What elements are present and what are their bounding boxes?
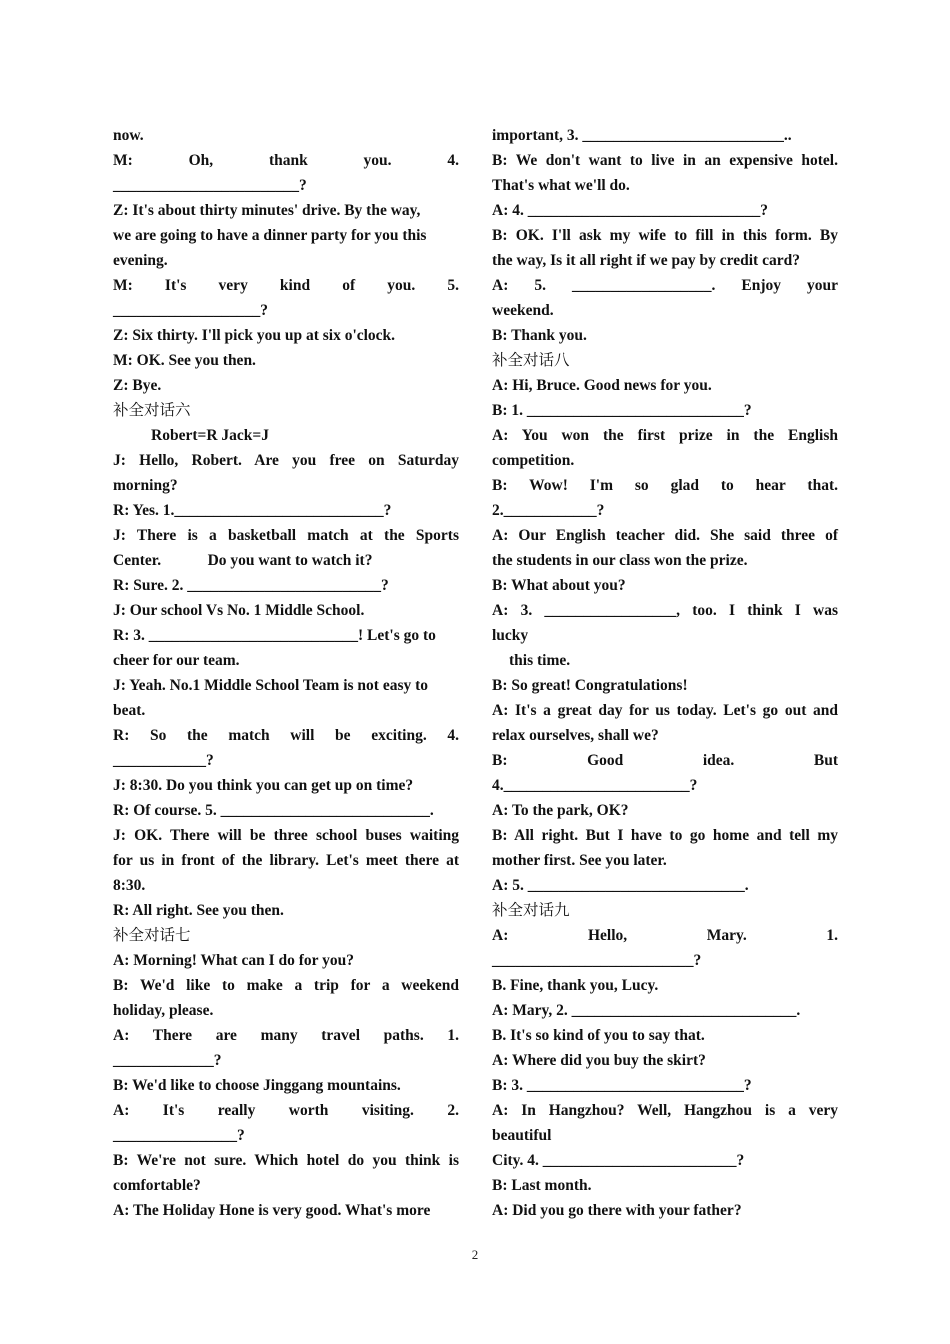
text-line: evening. [113,252,168,269]
text-line: Z: Six thirty. I'll pick you up at six o'clock. [113,327,396,344]
text-line: weekend. [492,302,554,319]
answer-blank-line: ________________? [113,1127,245,1144]
speaker-key: Robert=R Jack=J [151,427,269,444]
text-line: A: Did you go there with your father? [492,1202,742,1219]
text-line: B: Thank you. [492,327,587,344]
text-line: A: There are many travel paths. 1. [113,1027,459,1044]
text-line: B: Wow! I'm so glad to hear that. [492,477,838,494]
text-line: A: Mary, 2. _____________________________. [492,1002,801,1019]
text-line: City. 4. _________________________? [492,1152,745,1169]
text-line: B: So great! Congratulations! [492,677,688,694]
text-line: A: To the park, OK? [492,802,629,819]
text-line: important, 3. __________________________.. [492,127,792,144]
text-line: M: OK. See you then. [113,352,256,369]
text-line: B: We don't want to live in an expensive hotel. [492,152,838,169]
text-line: holiday, please. [113,1002,214,1019]
text-line: A: You won the first prize in the English [492,427,838,444]
text-line: A: Where did you buy the skirt? [492,1052,706,1069]
text-line: the students in our class won the prize. [492,552,748,569]
right-column [492,123,838,1223]
text-line: J: Hello, Robert. Are you free on Saturday [113,452,459,469]
text-line: cheer for our team. [113,652,240,669]
text-line: A: In Hangzhou? Well, Hangzhou is a very [492,1102,838,1119]
left-column [113,123,459,1223]
section-heading-dialogue-6: 补全对话六 [113,402,191,419]
text-line: now. [113,127,144,144]
text-line: R: Of course. 5. ___________________________. [113,802,434,819]
text-line: 8:30. [113,877,146,894]
text-line: A: The Holiday Hone is very good. What's more [113,1202,431,1219]
text-line: B: Last month. [492,1177,592,1194]
text-line: mother first. See you later. [492,852,667,869]
text-line: A: 5. __________________. Enjoy your [492,277,838,294]
section-heading-dialogue-7: 补全对话七 [113,927,191,944]
text-line: we are going to have a dinner party for you this [113,227,427,244]
text-line: R: All right. See you then. [113,902,284,919]
text-line: the way, Is it all right if we pay by credit card? [492,252,800,269]
section-heading-dialogue-9: 补全对话九 [492,902,570,919]
text-line: R: Sure. 2. _________________________? [113,577,389,594]
text-line: lucky [492,627,529,644]
text-line: morning? [113,477,178,494]
text-line: B: We'd like to make a trip for a weekend [113,977,459,994]
text-line: B: OK. I'll ask my wife to fill in this form. By [492,227,838,244]
text-line: B: We'd like to choose Jinggang mountains. [113,1077,401,1094]
text-line: That's what we'll do. [492,177,630,194]
text-line: M: Oh, thank you. 4. [113,152,459,169]
text-line: A: 5. ____________________________. [492,877,749,894]
answer-blank-line: 4.________________________? [492,777,698,794]
text-line: Center. Do you want to watch it? [113,552,373,569]
text-line: A: 4. ______________________________? [492,202,768,219]
answer-blank-line: ________________________? [113,177,307,194]
text-line: A: 3. _________________, too. I think I was [492,602,838,619]
text-line: J: 8:30. Do you think you can get up on time? [113,777,414,794]
text-line: B: 1. ____________________________? [492,402,752,419]
text-line: A: Morning! What can I do for you? [113,952,354,969]
text-line: this time. [509,652,571,669]
text-line: B: Good idea. But [492,752,838,769]
answer-blank-line: 2.____________? [492,502,605,519]
text-line: R: So the match will be exciting. 4. [113,727,459,744]
text-line: relax ourselves, shall we? [492,727,659,744]
text-line: J: Our school Vs No. 1 Middle School. [113,602,365,619]
text-line: B. Fine, thank you, Lucy. [492,977,659,994]
text-line: B: All right. But I have to go home and tell my [492,827,838,844]
text-line: Z: Bye. [113,377,162,394]
text-line: competition. [492,452,575,469]
text-line: A: It's really worth visiting. 2. [113,1102,459,1119]
section-heading-dialogue-8: 补全对话八 [492,352,570,369]
text-line: A: Hi, Bruce. Good news for you. [492,377,712,394]
answer-blank-line: ____________? [113,752,214,769]
text-line: B: 3. ____________________________? [492,1077,752,1094]
page-number: 2 [471,1247,479,1262]
text-line: J: OK. There will be three school buses waiting [113,827,459,844]
text-line: B: What about you? [492,577,626,594]
text-line: B. It's so kind of you to say that. [492,1027,705,1044]
text-line: R: 3. ___________________________! Let's go to [113,627,436,644]
text-line: R: Yes. 1.___________________________? [113,502,392,519]
text-line: beautiful [492,1127,552,1144]
text-line: B: We're not sure. Which hotel do you think is [113,1152,459,1169]
text-line: for us in front of the library. Let's meet there at [113,852,459,869]
text-line: A: Hello, Mary. 1. [492,927,838,944]
text-line: beat. [113,702,146,719]
text-line: J: Yeah. No.1 Middle School Team is not easy to [113,677,429,694]
text-line: A: It's a great day for us today. Let's go out and [492,702,838,719]
answer-blank-line: __________________________? [492,952,702,969]
answer-blank-line: _____________? [113,1052,222,1069]
text-line: M: It's very kind of you. 5. [113,277,459,294]
text-line: comfortable? [113,1177,201,1194]
text-line: A: Our English teacher did. She said three of [492,527,838,544]
text-line: J: There is a basketball match at the Sports [113,527,459,544]
answer-blank-line: ___________________? [113,302,268,319]
text-line: Z: It's about thirty minutes' drive. By the way, [113,202,421,219]
